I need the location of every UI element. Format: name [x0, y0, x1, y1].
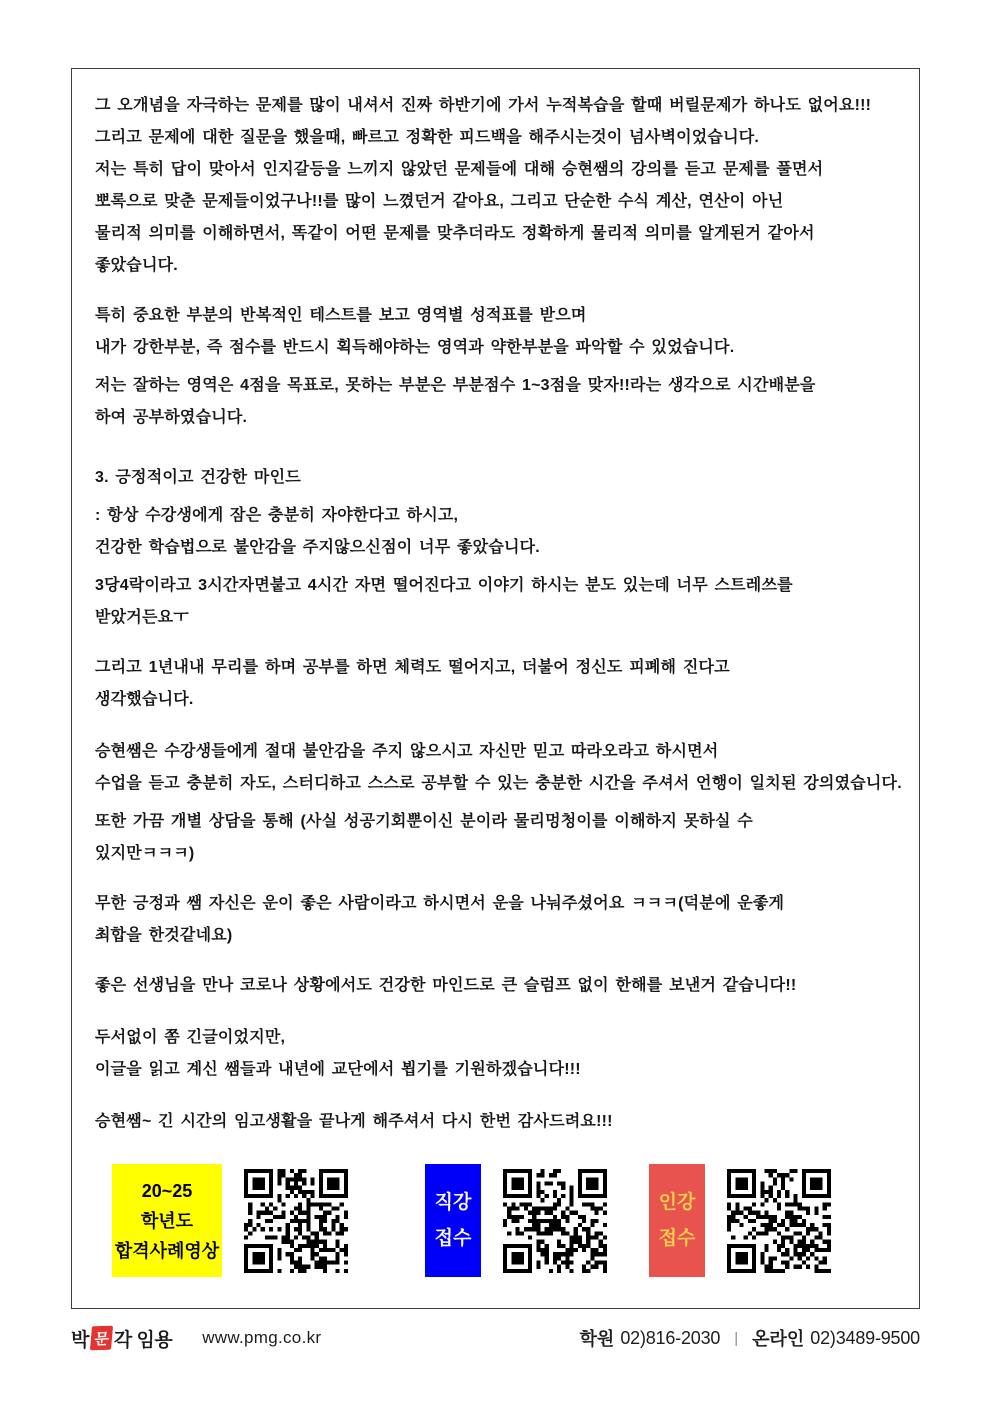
text-line: 하여 공부하였습니다.	[95, 409, 248, 426]
phone-number-academy: 02)816-2030	[620, 1327, 721, 1348]
phone-label-online: 온라인	[752, 1329, 805, 1349]
text-line: 학년도	[140, 1210, 194, 1231]
text-line: : 항상 수강생에게 잠은 충분히 자야한다고 하시고,	[95, 507, 459, 524]
text-line: 좋았습니다.	[95, 257, 178, 274]
text-line: 그리고 문제에 대한 질문을 했을때, 빠르고 정확한 피드백을 해주시는것이 넘사벽이었습니다.	[95, 129, 760, 146]
label-online-registration	[649, 1164, 705, 1277]
paragraph-no-slump	[95, 970, 897, 1002]
text-line: 받았거든요ㅜ	[95, 609, 189, 626]
paragraph-time-split	[95, 370, 897, 434]
phone-number-online: 02)3489-9500	[810, 1327, 920, 1348]
text-line: 합격사례영상	[114, 1240, 220, 1261]
qr-code-onsite-registration	[503, 1169, 607, 1273]
paragraph-luck	[95, 888, 897, 952]
paragraph-thanks	[95, 1106, 897, 1138]
text-line: 건강한 학습법으로 불안감을 주지않으신점이 너무 좋았습니다.	[95, 539, 540, 556]
paragraph-score-report	[95, 300, 897, 364]
paragraph-feedback	[95, 90, 897, 282]
text-line: 승현쌤~ 긴 시간의 임고생활을 끝나게 해주셔서 다시 한번 감사드려요!!!	[95, 1113, 613, 1130]
label-pass-case-videos	[112, 1164, 222, 1277]
text-line: 3당4락이라고 3시간자면붙고 4시간 자면 떨어진다고 이야기 하시는 분도 있는데 너무 스트레쓰를	[95, 577, 793, 594]
pmg-logo	[71, 1325, 172, 1352]
text-line: 그리고 1년내내 무리를 하며 공부를 하면 체력도 떨어지고, 더불어 정신도 피폐해 진다고	[95, 659, 730, 676]
logo-text-left: 박	[71, 1329, 89, 1351]
text-line: 두서없이 쫌 긴글이었지만,	[95, 1029, 286, 1046]
text-line: 저는 특히 답이 맞아서 인지갈등을 느끼지 않았던 문제들에 대해 승현쌤의 강의를 듣고 문제를 풀면서	[95, 161, 824, 178]
text-line: 생각했습니다.	[95, 691, 194, 708]
text-line: 저는 잘하는 영역은 4점을 목표로, 못하는 부분은 부분점수 1~3점을 맞자!!라는 생각으로 시간배분을	[95, 377, 816, 394]
logo-red-tile-icon: 문	[90, 1326, 113, 1351]
contact-phones	[580, 1325, 920, 1351]
text-line: 3. 긍정적이고 건강한 마인드	[95, 469, 301, 486]
text-line: 좋은 선생님을 만나 코로나 상황에서도 건강한 마인드로 큰 슬럼프 없이 한해를 보낸거 같습니다!!	[95, 977, 797, 994]
page-footer	[71, 1320, 920, 1356]
qr-links-row	[112, 1164, 897, 1277]
paragraph-health	[95, 652, 897, 716]
phone-separator: |	[734, 1329, 739, 1347]
text-line: 접수	[658, 1227, 696, 1249]
paragraph-closing-wish	[95, 1022, 897, 1086]
text-line: 내가 강한부분, 즉 점수를 반드시 획득해야하는 영역과 약한부분을 파악할 수 있었습니다.	[95, 339, 735, 356]
phone-label-academy: 학원	[579, 1329, 615, 1349]
text-line: 접수	[434, 1227, 472, 1249]
section-heading-mindset	[95, 462, 897, 494]
text-line: 직강	[434, 1191, 472, 1213]
paragraph-counseling	[95, 806, 897, 870]
text-line: 특히 중요한 부분의 반복적인 테스트를 보고 영역별 성적표를 받으며	[95, 307, 587, 324]
text-line: 뽀록으로 맞춘 문제들이었구나!!를 많이 느꼈던거 같아요, 그리고 단순한 수식 계산, 연산이 아닌	[95, 193, 784, 210]
website-url: www.pmg.co.kr	[202, 1328, 322, 1347]
text-line: 이글을 읽고 계신 쌤들과 내년에 교단에서 뵙기를 기원하겠습니다!!!	[95, 1061, 581, 1078]
text-line: 무한 긍정과 쌤 자신은 운이 좋은 사람이라고 하시면서 운을 나눠주셨어요 ㅋㅋㅋ(덕분에 운좋게	[95, 895, 785, 912]
logo-text-right: 각 임용	[113, 1329, 173, 1351]
text-line: 최합을 한것같네요)	[95, 927, 233, 944]
testimonial-text-box	[71, 68, 920, 1309]
qr-code-pass-case-videos	[244, 1169, 348, 1273]
text-line: 인강	[658, 1191, 696, 1213]
paragraph-stress	[95, 570, 897, 634]
text-line: 20~25	[141, 1180, 193, 1201]
text-line: 또한 가끔 개별 상담을 통해 (사실 성공기회뿐이신 분이라 물리멍청이를 이해하지 못하실 수	[95, 813, 753, 830]
paragraph-trust	[95, 736, 902, 800]
text-line: 물리적 의미를 이해하면서, 똑같이 어떤 문제를 맞추더라도 정확하게 물리적 의미를 알게된거 같아서	[95, 225, 815, 242]
qr-code-online-registration	[727, 1169, 831, 1273]
text-line: 그 오개념을 자극하는 문제를 많이 내셔서 진짜 하반기에 가서 누적복습을 할때 버릴문제가 하나도 없어요!!!	[95, 97, 872, 114]
text-line: 수업을 듣고 충분히 자도, 스터디하고 스스로 공부할 수 있는 충분한 시간을 주셔서 언행이 일치된 강의였습니다.	[95, 775, 902, 792]
label-onsite-registration	[425, 1164, 481, 1277]
text-line: 승현쌤은 수강생들에게 절대 불안감을 주지 않으시고 자신만 믿고 따라오라고 하시면서	[95, 743, 719, 760]
text-line: 있지만ㅋㅋㅋ)	[95, 845, 195, 862]
paragraph-sleep	[95, 500, 897, 564]
